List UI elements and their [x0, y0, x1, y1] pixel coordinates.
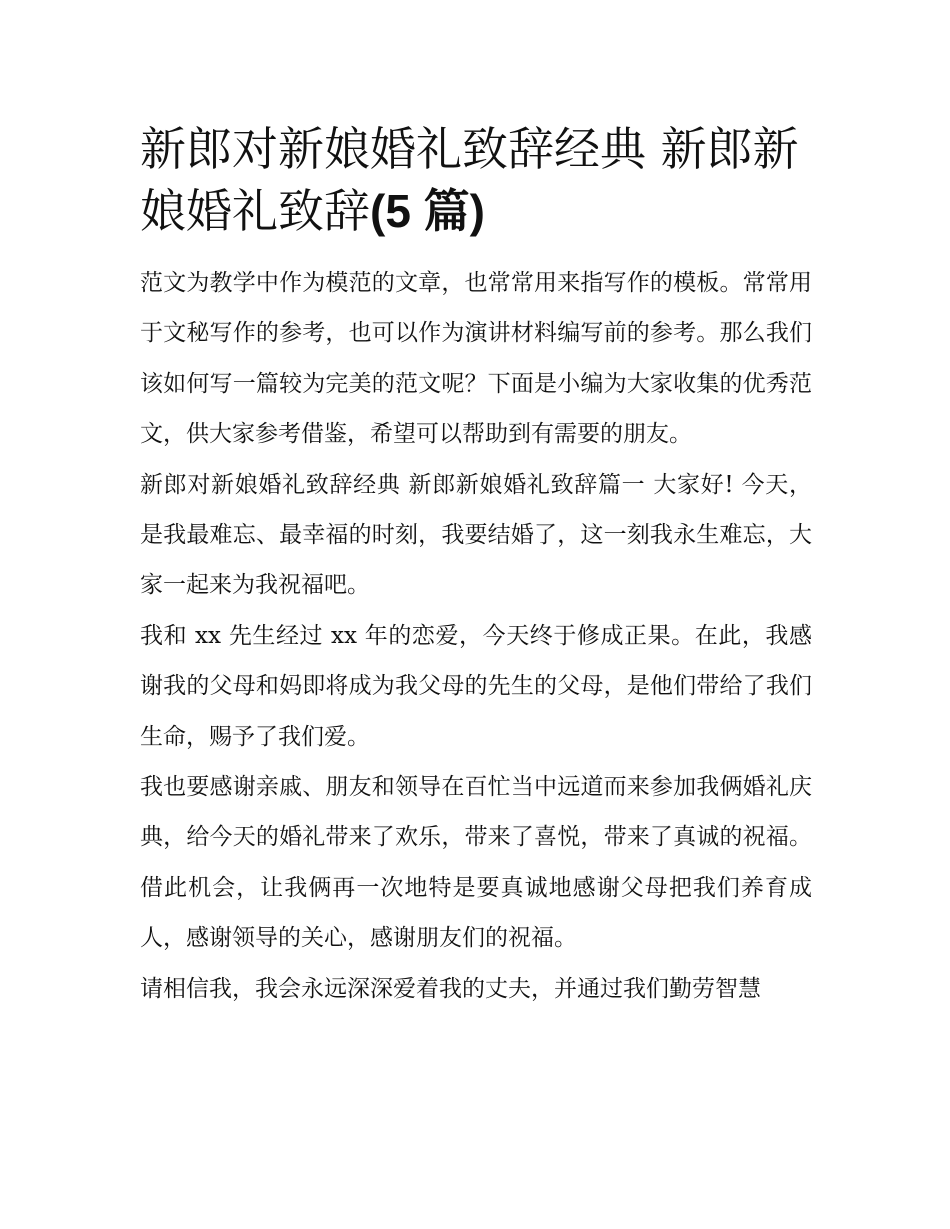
paragraph-thanks-guests: 我也要感谢亲戚、朋友和领导在百忙当中远道而来参加我俩婚礼庆典，给今天的婚礼带来了欢乐，带来了喜悦，带来了真诚的祝福。借此机会，让我俩再一次地特是要真诚地感谢父母把我们养育成人，感谢领导的关心，感谢朋友们的祝福。: [140, 774, 812, 952]
title-count-text: (5 篇): [370, 185, 485, 237]
paragraph-greeting: 新郎对新娘婚礼致辞经典 新郎新娘婚礼致辞篇一 大家好! 今天，是我最难忘、最幸福的时刻，我要结婚了，这一刻我永生难忘，大家一起来为我祝福吧。: [140, 471, 812, 599]
paragraph-promise: 请相信我，我会永远深深爱着我的丈夫，并通过我们勤劳智慧: [140, 975, 761, 1002]
paragraph-intro: 范文为教学中作为模范的文章，也常常用来指写作的模板。常常用于文秘写作的参考，也可以作为演讲材料编写前的参考。那么我们该如何写一篇较为完美的范文呢？下面是小编为大家收集的优秀范文，供大家参考借鉴，希望可以帮助到有需要的朋友。: [140, 270, 812, 448]
document-title: [140, 118, 812, 242]
title-main-text: 新郎对新娘婚礼致辞经典 新郎新娘婚礼致辞: [140, 122, 799, 238]
document-page: [140, 118, 812, 1014]
paragraph-thanks-parents: 我和 xx 先生经过 xx 年的恋爱，今天终于修成正果。在此，我感谢我的父母和妈即将成为我父母的先生的父母，是他们带给了我们生命，赐予了我们爱。: [140, 622, 812, 750]
